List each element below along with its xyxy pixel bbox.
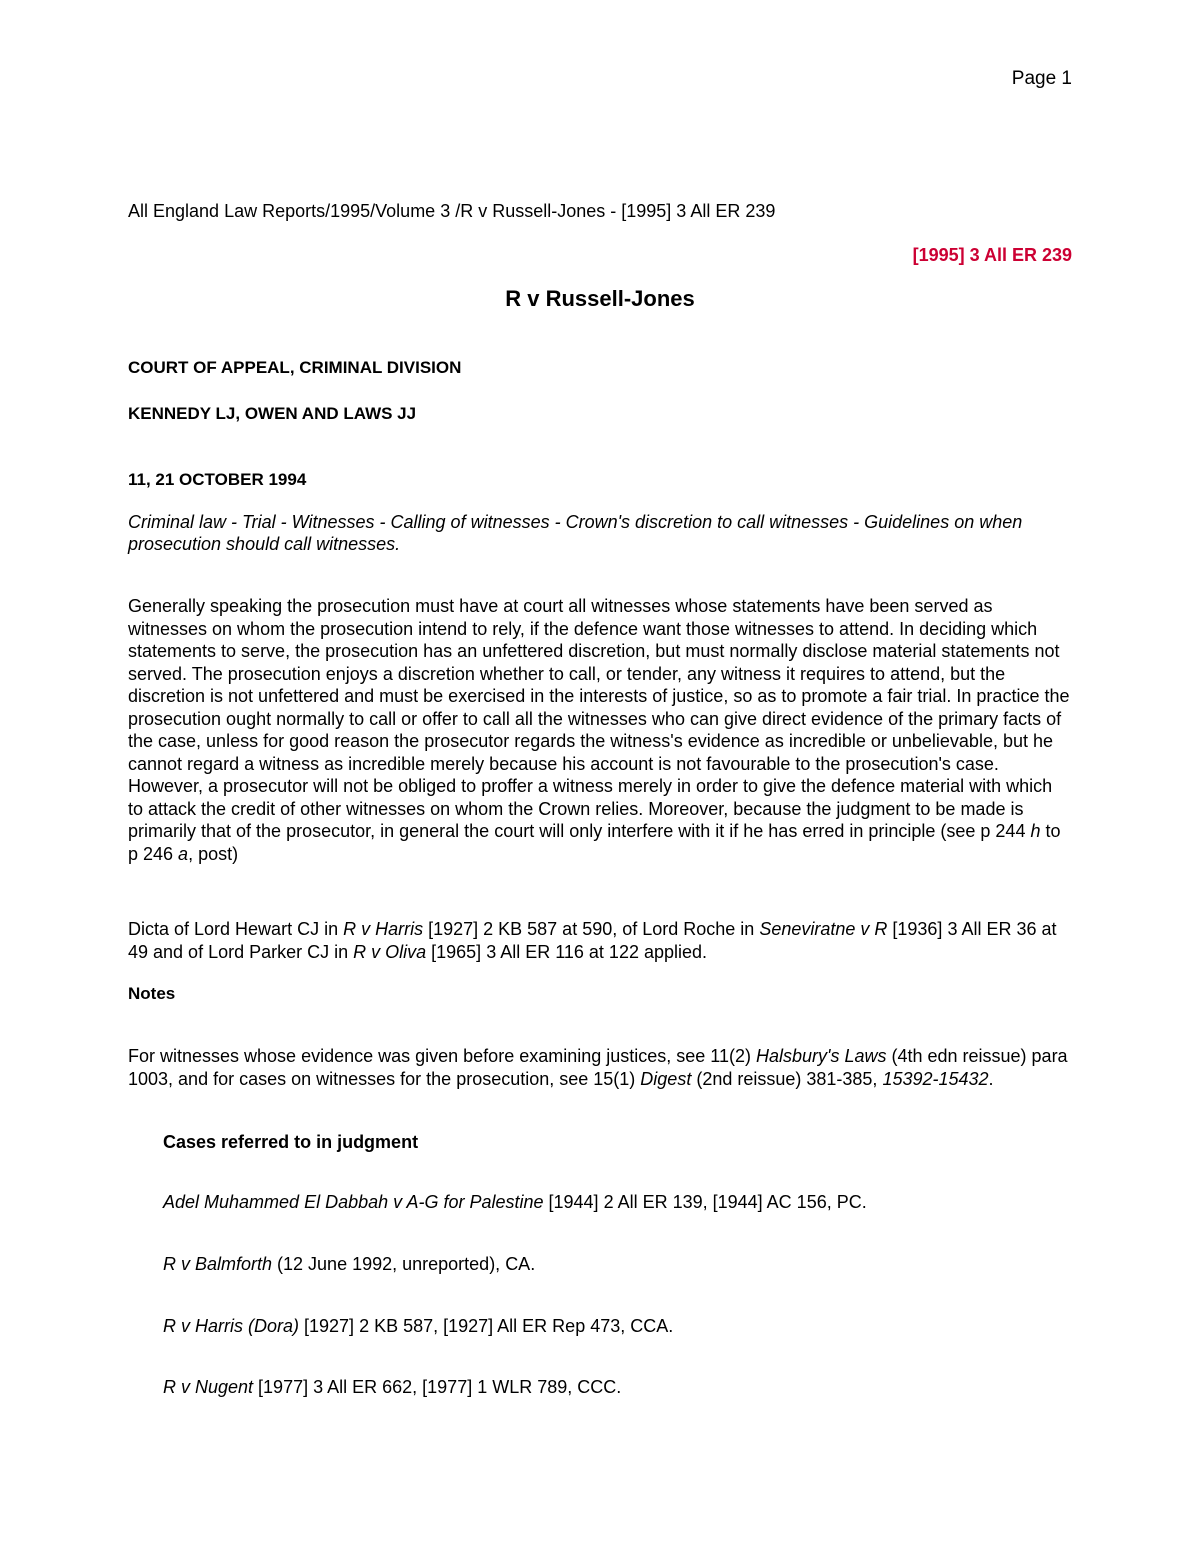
notes-heading: Notes — [128, 984, 176, 1003]
hearing-dates: 11, 21 OCTOBER 1994 — [128, 470, 307, 489]
notes-work: Halsbury's Laws — [755, 1046, 887, 1066]
case-reference — [163, 1377, 621, 1398]
notes-work: 15392-15432 — [882, 1068, 989, 1089]
notes-text: . — [988, 1068, 994, 1089]
case-reference-cite: [1927] 2 KB 587, [1927] All ER Rep 473, CCA. — [299, 1316, 674, 1336]
catchwords: Criminal law - Trial - Witnesses - Calling of witnesses - Crown's discretion to call witnesses - Guidelines on when prosecution should call witnesses. — [128, 512, 1023, 554]
headnote-text: Generally speaking the prosecution must have at court all witnesses whose statements have been served as witnesses on whom the prosecution intend to rely, if the defence want those witnesses to attend. In deciding which statements to serve, the prosecution has an unfettered discretion, but must normally disclose material statements not served. The prosecution enjoys a discretion whether to call, or tender, any witness it requires to attend, but the discretion is not unfettered and must be exercised in the interests of justice, so as to promote a fair trial. In practice the prosecution ought normally to call or offer to call all the witnesses who can give direct evidence of the primary facts of the case, unless for good reason the prosecutor regards the witness's evidence as incredible or unbelievable, but he cannot regard a witness as incredible merely because his account is not favourable to the prosecution's case. However, a prosecutor will not be obliged to proffer a witness merely in order to give the defence material with which to attack the credit of other witnesses on whom the Crown relies. Moreover, because the judgment to be made is primarily that of the prosecutor, in general the court will only interfere with it if he has erred in principle (see p 244 — [128, 596, 1070, 841]
case-reference-name: R v Harris (Dora) — [163, 1316, 300, 1336]
court-name: COURT OF APPEAL, CRIMINAL DIVISION — [128, 358, 462, 377]
notes-text: (4th edn reissue) para 1003, and for cases on witnesses for the prosecution, see 15(1) — [128, 1046, 1068, 1089]
case-reference-cite: [1977] 3 All ER 662, [1977] 1 WLR 789, CCC. — [253, 1377, 622, 1397]
case-reference-name: R v Balmforth — [163, 1254, 273, 1274]
dicta-text: [1927] 2 KB 587 at 590, of Lord Roche in — [423, 919, 760, 939]
breadcrumb: All England Law Reports/1995/Volume 3 /R v Russell-Jones - [1995] 3 All ER 239 — [128, 201, 776, 221]
headnote-ref-a: a — [178, 843, 189, 864]
cases-heading: Cases referred to in judgment — [163, 1132, 419, 1152]
dicta-text: [1936] 3 All ER 36 at 49 and of Lord Parker CJ in — [128, 919, 1057, 962]
dicta-paragraph — [128, 918, 1072, 963]
headnote-paragraph — [128, 595, 1072, 865]
notes-text: For witnesses whose evidence was given before examining justices, see 11(2) — [128, 1046, 756, 1066]
case-citation: [1995] 3 All ER 239 — [912, 245, 1072, 265]
case-reference-cite: [1944] 2 All ER 139, [1944] AC 156, PC. — [543, 1192, 867, 1212]
headnote-ref-end: , post) — [188, 843, 239, 864]
case-title: R v Russell-Jones — [505, 286, 695, 311]
dicta-case: R v Harris — [343, 919, 424, 939]
case-reference — [163, 1192, 867, 1213]
case-reference — [163, 1254, 535, 1275]
notes-paragraph — [128, 1045, 1072, 1090]
case-reference — [163, 1316, 673, 1337]
dicta-case: R v Oliva — [353, 941, 427, 962]
page-number: Page 1 — [1011, 68, 1072, 89]
dicta-text: Dicta of Lord Hewart CJ in — [128, 919, 344, 939]
dicta-text: [1965] 3 All ER 116 at 122 applied. — [426, 941, 708, 962]
case-reference-name: Adel Muhammed El Dabbah v A-G for Palestine — [163, 1192, 544, 1212]
headnote-ref-to: to p 246 — [128, 821, 1061, 864]
notes-work: Digest — [640, 1068, 692, 1089]
dicta-case: Seneviratne v R — [759, 919, 888, 939]
case-reference-name: R v Nugent — [163, 1377, 254, 1397]
headnote-ref-h: h — [1030, 821, 1041, 841]
judges: KENNEDY LJ, OWEN AND LAWS JJ — [128, 404, 417, 423]
case-reference-cite: (12 June 1992, unreported), CA. — [272, 1254, 536, 1274]
notes-text: (2nd reissue) 381-385, — [691, 1068, 883, 1089]
